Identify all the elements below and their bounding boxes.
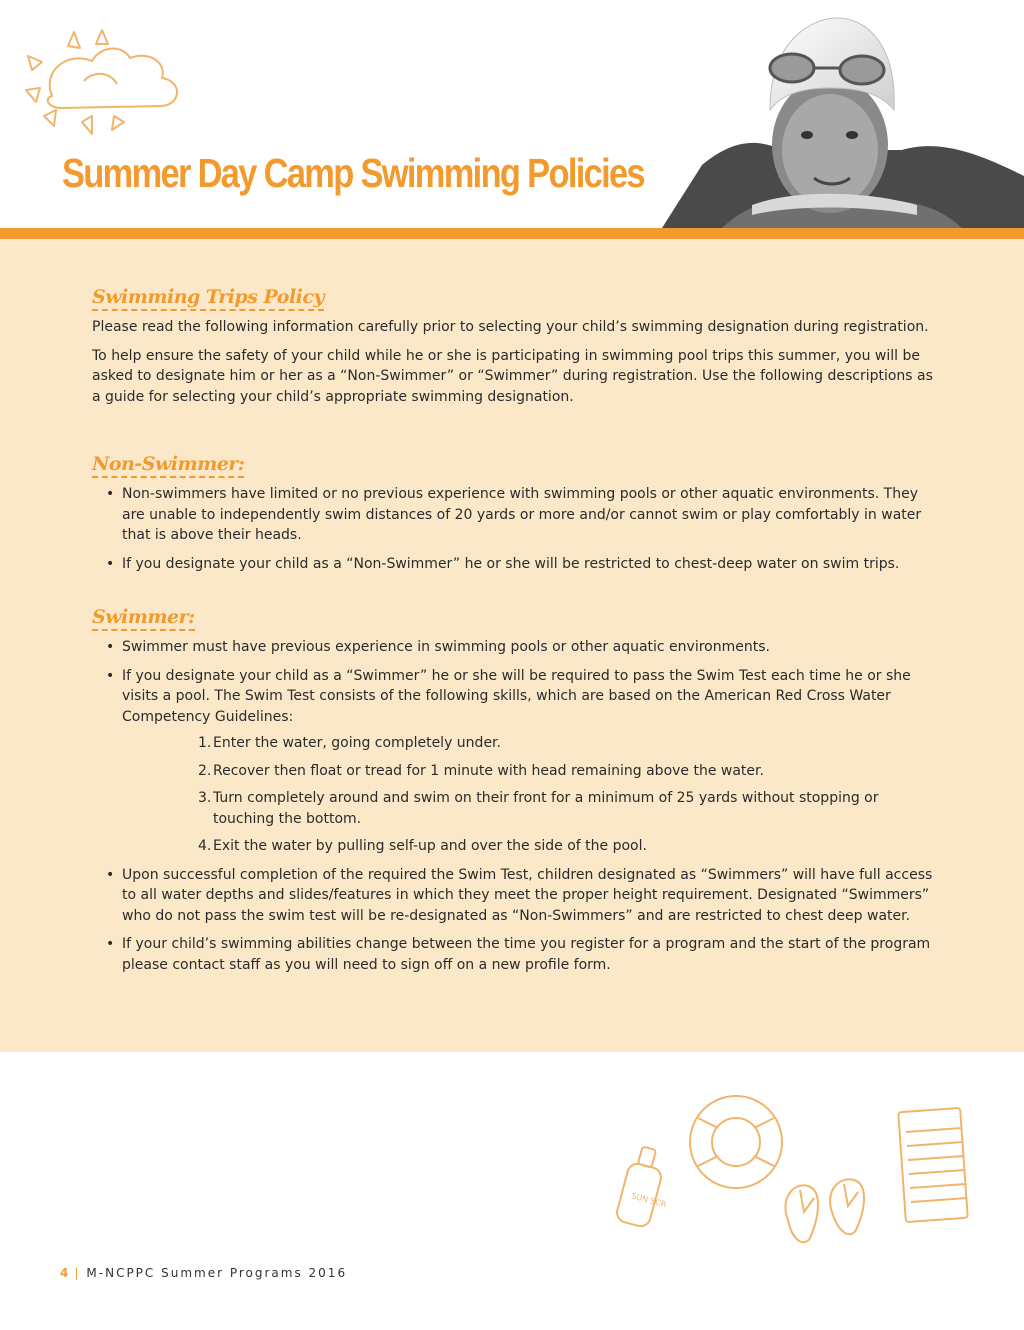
list-item [92, 666, 942, 857]
step-number: 2. [198, 762, 212, 779]
non-swimmer-heading: Non-Swimmer: [92, 453, 244, 478]
footer-separator: | [74, 1266, 81, 1280]
swim-test-steps [122, 733, 942, 857]
list-item: • Upon successful completion of the required the Swim Test, children designated as “Swimmers” will have full access to all water depths and slides/features in which they meet the proper height requirement. Designated “Swimmers” who do not pass the swim test will be re-designated as “Non-Swimmers” and are restricted to chest deep water. [92, 865, 942, 927]
swim-ring-icon [690, 1096, 782, 1188]
non-swimmer-section [92, 453, 942, 582]
sun-cloud-icon [22, 26, 202, 146]
non-swimmer-list [92, 484, 942, 574]
beach-towel-icon [898, 1108, 968, 1222]
swim-test-intro: If you designate your child as a “Swimmer” he or she will be required to pass the Swim Test each time he or she visits a pool. The Swim Test consists of the following skills, which are based on the American Red Cross Water Competency Guidelines: [122, 667, 911, 725]
swim-test-step [198, 788, 942, 829]
step-text: Recover then float or tread for 1 minute with head remaining above the water. [213, 762, 764, 779]
step-number: 1. [198, 735, 212, 751]
swim-test-step [198, 761, 942, 782]
swim-test-step [198, 733, 942, 754]
list-item: • If your child’s swimming abilities change between the time you register for a program and the start of the program please contact staff as you will need to sign off on a new profile form. [92, 934, 942, 975]
trips-policy-section [92, 286, 942, 415]
list-item: • Swimmer must have previous experience in swimming pools or other aquatic environments. [92, 637, 942, 658]
list-item: • Non-swimmers have limited or no previous experience with swimming pools or other aquatic environments. They are unable to independently swim distances of 20 yards or more and/or cannot swim or play comfortably in water that is above their heads. [92, 484, 942, 546]
step-number: 3. [198, 790, 212, 806]
trips-policy-heading: Swimming Trips Policy [92, 286, 324, 311]
title-divider [0, 228, 1024, 239]
page-number: 4 [60, 1266, 71, 1280]
trips-policy-details: To help ensure the safety of your child while he or she is participating in swimming pool trips this summer, you will be asked to designate him or her as a “Non-Swimmer” or “Swimmer” during registration. Use the following descriptions as a guide for selecting your child’s appropriate swimming designation. [92, 347, 933, 405]
sunscreen-label: SUN SCR [630, 1191, 668, 1210]
step-text: Turn completely around and swim on their front for a minimum of 25 yards without stopping or touching the bottom. [213, 790, 879, 827]
swimmer-section [92, 606, 942, 983]
step-text: Exit the water by pulling self-up and over the side of the pool. [213, 838, 647, 854]
step-number: 4. [198, 838, 212, 854]
list-item: • If you designate your child as a “Non-Swimmer” he or she will be restricted to chest-deep water on swim trips. [92, 554, 942, 575]
page-footer [60, 1266, 347, 1280]
swimmer-photo [662, 0, 1024, 228]
trips-policy-intro: Please read the following information carefully prior to selecting your child’s swimming designation during registration. [92, 319, 929, 335]
beach-illustrations [610, 1090, 980, 1250]
swim-test-step [198, 836, 942, 857]
sunscreen-bottle-icon [615, 1146, 668, 1228]
flip-flops-icon [785, 1179, 864, 1242]
swimmer-heading: Swimmer: [92, 606, 195, 631]
publication-name: M-NCPPC Summer Programs 2016 [86, 1266, 348, 1280]
swimmer-list [92, 637, 942, 975]
page-title: Summer Day Camp Swimming Policies [62, 150, 644, 196]
step-text: Enter the water, going completely under. [213, 735, 501, 751]
